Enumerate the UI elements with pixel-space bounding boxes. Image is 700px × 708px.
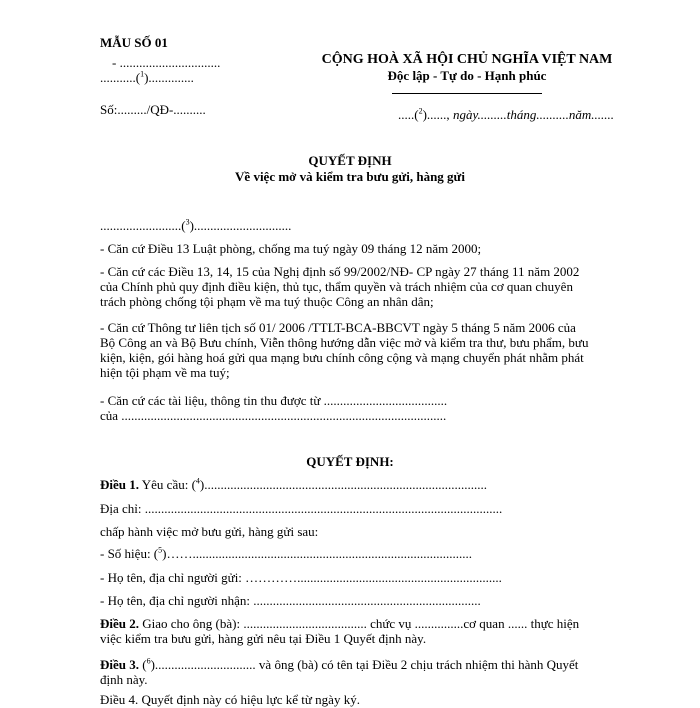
article-3: Điều 3. ($^6$)............................... và ông (bà) có tên tại Điều 2 chịu trách nhiệm thi hành Quyết định này. [100, 656, 579, 687]
article-1-sender: - Họ tên, địa chỉ người gửi: …………............................................................... [100, 570, 502, 585]
issuing-authority: .........................($^3$).............................. [100, 217, 292, 233]
motto: Độc lập - Tự do - Hạnh phúc [387, 68, 547, 83]
motto-underline [392, 93, 542, 94]
agency-parent-line: - ............................... [112, 55, 221, 70]
article-2: Điều 2. Giao cho ông (bà): ...................................... chức vụ ...............cơ quan ...... thực hiện việc kiểm tra bưu gửi, hàng gửi nêu tại Điều 1 Quyết định này. [100, 616, 580, 646]
decision-heading: QUYẾT ĐỊNH: [306, 454, 394, 469]
country-name: CỘNG HOÀ XÃ HỘI CHỦ NGHĨA VIỆT NAM [321, 52, 613, 67]
basis-3: - Căn cứ Thông tư liên tịch số 01/ 2006 /TTLT-BCA-BBCVT ngày 5 tháng 5 năm 2006 của Bộ Công an và Bộ Bưu chính, Viễn thông hướng dẫn việc mở và kiểm tra thư, bưu phẩm, bưu kiện, kiện, gói hàng hoá gửi qua mạng bưu chính công cộng và mạng chuyển phát nhằm phát hiện tội phạm về ma tuý; [100, 320, 589, 380]
document-title: QUYẾT ĐỊNH [308, 153, 392, 168]
document-subtitle: Về việc mở và kiểm tra bưu gửi, hàng gửi [235, 169, 465, 184]
article-1-execute: chấp hành việc mở bưu gửi, hàng gửi sau: [100, 524, 319, 539]
basis-4: - Căn cứ các tài liệu, thông tin thu được từ ...................................... của .................................................................................................... [100, 393, 448, 423]
form-number: MẪU SỐ 01 [100, 35, 168, 50]
article-1-serial: - Số hiệu: ($^5$)……...................................................................................... [100, 545, 472, 561]
article-1-request: Điều 1. Yêu cầu: ($^4$)....................................................................................... [100, 476, 488, 492]
document-number: Số:........./QĐ-.......... [100, 102, 206, 117]
agency-line: ...........($^1$).............. [100, 69, 194, 85]
basis-2: - Căn cứ các Điều 13, 14, 15 của Nghị định số 99/2002/NĐ- CP ngày 27 tháng 11 năm 2002 của Chính phủ quy định điều kiện, thủ tục, thẩm quyền và trách nhiệm của cơ quan chuyên trách phòng chống tội phạm về ma tuý thuộc Công an nhân dân; [100, 264, 580, 309]
place-date: .....($^2$)......, ngày.........tháng..........năm....... [398, 106, 614, 122]
article-4-partial: Điều 4. Quyết định này có hiệu lực kể từ ngày ký. [100, 692, 360, 707]
article-1-receiver: - Họ tên, địa chỉ người nhận: ...................................................................... [100, 593, 481, 608]
basis-1: - Căn cứ Điều 13 Luật phòng, chống ma tuý ngày 09 tháng 12 năm 2000; [100, 241, 482, 256]
article-1-address: Địa chỉ: .............................................................................................................. [100, 501, 503, 516]
